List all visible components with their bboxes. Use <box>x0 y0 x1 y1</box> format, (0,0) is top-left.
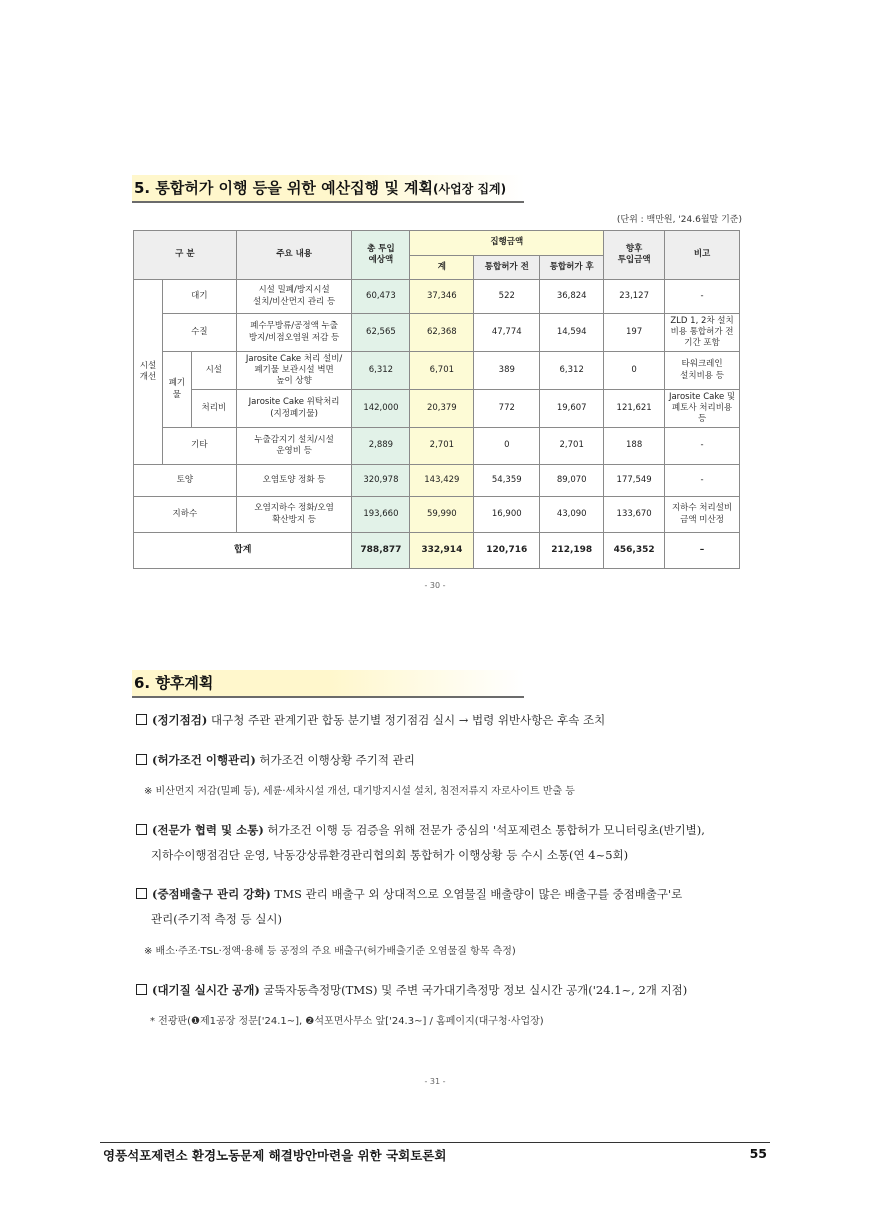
row-total: 142,000 <box>352 390 410 428</box>
row-future: 23,127 <box>604 280 665 314</box>
row-sum: 62,368 <box>410 314 474 352</box>
row-after: 2,701 <box>540 428 604 465</box>
row-remark: 지하수 처리설비 금액 미산정 <box>665 497 740 533</box>
header-remark: 비고 <box>665 231 740 280</box>
row-category: 토양 <box>134 465 237 497</box>
row-total: 62,565 <box>352 314 410 352</box>
plan-body: 대구청 주관 관계기관 합동 분기별 정기점검 실시 → 법령 위반사항은 후속 조치 <box>207 713 606 727</box>
row-future: 197 <box>604 314 665 352</box>
section-6-title <box>132 670 524 698</box>
header-sum: 계 <box>410 256 474 280</box>
table-row <box>134 280 740 314</box>
row-remark: Jarosite Cake 및 폐토사 처리비용 등 <box>665 390 740 428</box>
row-remark: ZLD 1, 2차 설치 비용 통합허가 전 기간 포함 <box>665 314 740 352</box>
row-before: 389 <box>474 352 540 390</box>
section-6-title-text: 6. 향후계획 <box>134 674 214 692</box>
row-sum: 2,701 <box>410 428 474 465</box>
section-5-title-suffix: (사업장 집계) <box>433 182 507 196</box>
row-before: 54,359 <box>474 465 540 497</box>
budget-table <box>133 230 740 569</box>
plan-item <box>136 750 746 772</box>
footer-divider <box>100 1142 770 1143</box>
row-sum: 20,379 <box>410 390 474 428</box>
footer-page-number: 55 <box>749 1146 767 1161</box>
row-before: 16,900 <box>474 497 540 533</box>
row-content: 폐수무방류/공정액 누출 방지/비점오염원 저감 등 <box>236 314 352 352</box>
header-after: 통합허가 후 <box>540 256 604 280</box>
row-future: 121,621 <box>604 390 665 428</box>
row-after: 43,090 <box>540 497 604 533</box>
header-category: 구 분 <box>134 231 237 280</box>
table-row <box>134 352 740 390</box>
row-category: 대기 <box>162 280 236 314</box>
plan-head: (전문가 협력 및 소통) <box>152 823 264 837</box>
checkbox-square-icon <box>136 754 147 765</box>
row-before: 522 <box>474 280 540 314</box>
row-remark: - <box>665 465 740 497</box>
plan-item <box>136 884 746 906</box>
page-number-31: - 31 - <box>424 1077 446 1086</box>
section-5-title-text: 5. 통합허가 이행 등을 위한 예산집행 및 계획 <box>134 179 434 197</box>
header-exec: 집행금액 <box>410 231 604 256</box>
plan-body: 허가조건 이행 등 검증을 위해 전문가 중심의 '석포제련소 통합허가 모니터링초(반기별), <box>263 823 705 837</box>
plan-body: TMS 관리 배출구 외 상대적으로 오염물질 배출량이 많은 배출구를 중점배출구'로 <box>270 887 683 901</box>
row-category: 시설 <box>191 352 236 390</box>
row-after: 36,824 <box>540 280 604 314</box>
row-content: Jarosite Cake 처리 설비/ 폐기물 보관시설 벽면 높이 상향 <box>236 352 352 390</box>
row-total: 60,473 <box>352 280 410 314</box>
plan-item <box>136 820 746 842</box>
row-sum: 6,701 <box>410 352 474 390</box>
total-total: 788,877 <box>352 533 410 569</box>
row-category: 기타 <box>162 428 236 465</box>
table-total-row <box>134 533 740 569</box>
total-future: 456,352 <box>604 533 665 569</box>
row-before: 47,774 <box>474 314 540 352</box>
row-sum: 37,346 <box>410 280 474 314</box>
group-waste-cell: 폐기물 <box>162 352 191 428</box>
row-content: 오염지하수 정화/오염 확산방지 등 <box>236 497 352 533</box>
header-content: 주요 내용 <box>236 231 352 280</box>
row-category: 수질 <box>162 314 236 352</box>
checkbox-square-icon <box>136 984 147 995</box>
row-category: 처리비 <box>191 390 236 428</box>
row-total: 2,889 <box>352 428 410 465</box>
row-before: 0 <box>474 428 540 465</box>
header-total-plan: 총 투입 예상액 <box>352 231 410 280</box>
table-row <box>134 497 740 533</box>
plan-item <box>136 980 746 1002</box>
row-after: 19,607 <box>540 390 604 428</box>
page-number-30: - 30 - <box>424 581 446 590</box>
plan-body: 허가조건 이행상황 주기적 관리 <box>255 753 415 767</box>
row-after: 14,594 <box>540 314 604 352</box>
row-content: 누출감지기 설치/시설 운영비 등 <box>236 428 352 465</box>
total-sum: 332,914 <box>410 533 474 569</box>
unit-note: (단위 : 백만원, '24.6월말 기준) <box>616 215 742 225</box>
table-header-row <box>134 231 740 256</box>
row-future: 0 <box>604 352 665 390</box>
checkbox-square-icon <box>136 714 147 725</box>
row-sum: 59,990 <box>410 497 474 533</box>
total-before: 120,716 <box>474 533 540 569</box>
header-before: 통합허가 전 <box>474 256 540 280</box>
total-label: 합계 <box>134 533 352 569</box>
row-total: 6,312 <box>352 352 410 390</box>
row-sum: 143,429 <box>410 465 474 497</box>
group-facility-cell: 시설 개선 <box>134 280 163 465</box>
table-row <box>134 390 740 428</box>
note-1: ※ 비산먼지 저감(밀폐 등), 세륜·세차시설 개선, 대기방지시설 설치, 침전저류지 자로사이트 반출 등 <box>144 786 575 797</box>
plan-head: (대기질 실시간 공개) <box>152 983 260 997</box>
plan-head: (정기점검) <box>152 713 208 727</box>
table-row <box>134 428 740 465</box>
note-3: * 전광판(❶제1공장 정문['24.1~], ❷석포면사무소 앞['24.3~] / 홈페이지(대구청·사업장) <box>150 1016 544 1027</box>
row-content: 시설 밀폐/방지시설 설치/비산먼지 관리 등 <box>236 280 352 314</box>
total-remark: – <box>665 533 740 569</box>
plan-head: (허가조건 이행관리) <box>152 753 256 767</box>
note-2: ※ 배소·주조·TSL·정액·용해 등 공정의 주요 배출구(허가배출기준 오염물질 항목 측정) <box>144 946 516 957</box>
plan-continuation: 지하수이행점검단 운영, 낙동강상류환경관리협의회 통합허가 이행상황 등 수시 소통(연 4~5회) <box>151 848 629 862</box>
row-content: 오염토양 정화 등 <box>236 465 352 497</box>
row-future: 177,549 <box>604 465 665 497</box>
row-remark: 타워크레인 설치비용 등 <box>665 352 740 390</box>
checkbox-square-icon <box>136 824 147 835</box>
row-future: 133,670 <box>604 497 665 533</box>
row-after: 6,312 <box>540 352 604 390</box>
table-row <box>134 465 740 497</box>
plan-head: (중점배출구 관리 강화) <box>152 887 271 901</box>
header-future: 향후 투입금액 <box>604 231 665 280</box>
row-before: 772 <box>474 390 540 428</box>
plan-item <box>136 710 746 732</box>
row-category: 지하수 <box>134 497 237 533</box>
row-after: 89,070 <box>540 465 604 497</box>
total-after: 212,198 <box>540 533 604 569</box>
footer-title: 영풍석포제련소 환경노동문제 해결방안마련을 위한 국회토론회 <box>103 1148 447 1163</box>
row-remark: - <box>665 428 740 465</box>
row-content: Jarosite Cake 위탁처리 (지정폐기물) <box>236 390 352 428</box>
row-remark: - <box>665 280 740 314</box>
section-5-title <box>132 175 524 203</box>
checkbox-square-icon <box>136 888 147 899</box>
row-total: 193,660 <box>352 497 410 533</box>
row-total: 320,978 <box>352 465 410 497</box>
row-future: 188 <box>604 428 665 465</box>
plan-body: 굴뚝자동측정망(TMS) 및 주변 국가대기측정망 정보 실시간 공개('24.1~, 2개 지점) <box>259 983 688 997</box>
table-row <box>134 314 740 352</box>
plan-continuation: 관리(주기적 측정 등 실시) <box>151 912 283 926</box>
